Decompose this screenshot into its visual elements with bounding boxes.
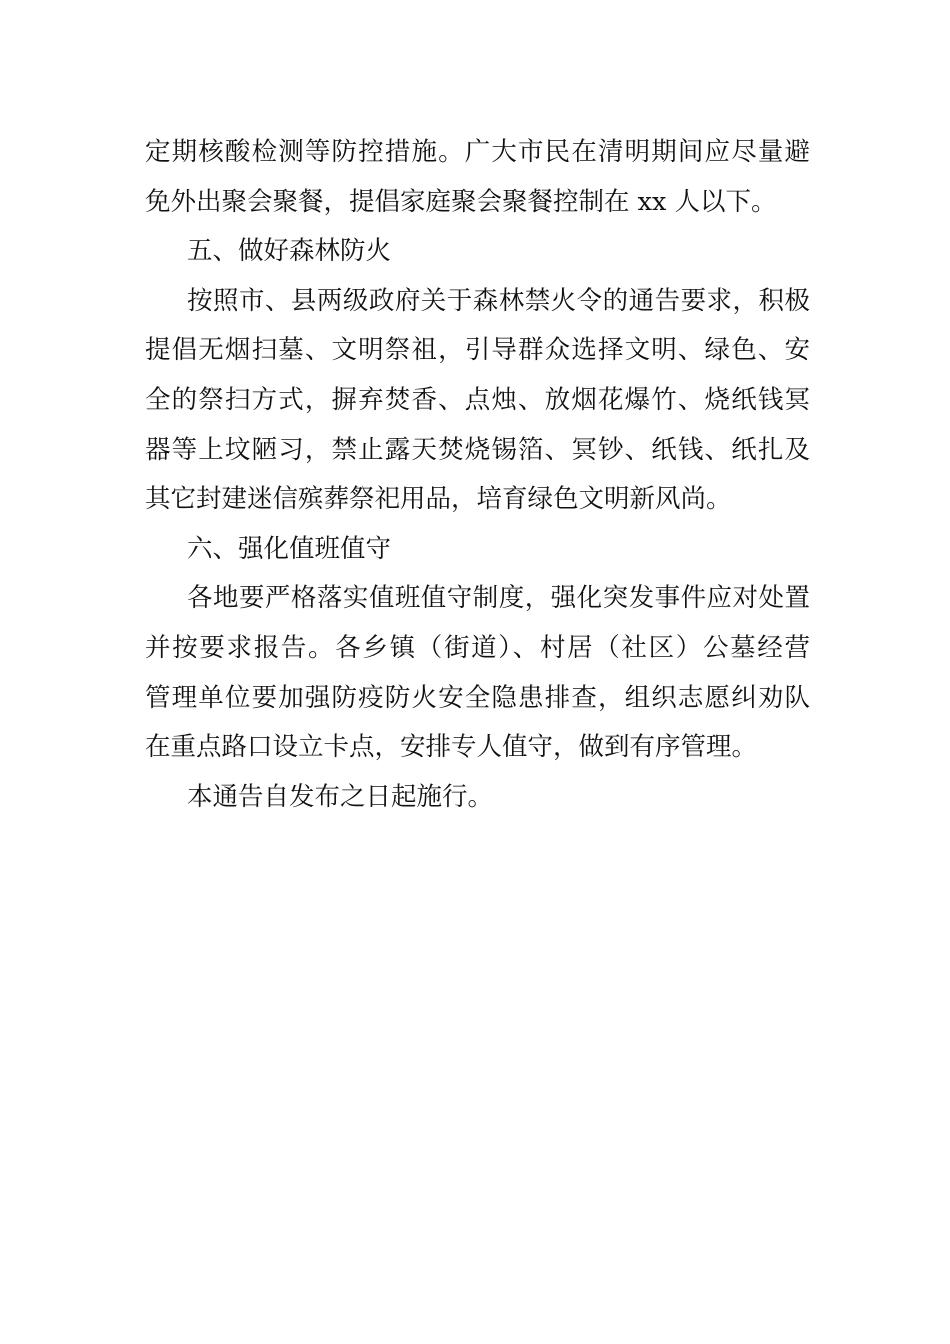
- paragraph-line: 各地要严格落实值班值守制度，强化突发事件应对处置: [187, 583, 810, 614]
- paragraph-line: 管理单位要加强防疫防火安全隐患排查，组织志愿纠劝队: [145, 682, 810, 713]
- paragraph-line: 定期核酸检测等防控措施。广大市民在清明期间应尽量避: [145, 137, 810, 167]
- paragraph-line: 并按要求报告。各乡镇（街道）、村居（社区）公墓经营: [145, 632, 810, 663]
- section-heading-duty: 六、强化值班值守: [187, 533, 392, 564]
- paragraph-line: 其它封建迷信殡葬祭祀用品，培育绿色文明新风尚。: [145, 484, 732, 515]
- section-heading-forest-fire: 五、做好森林防火: [187, 236, 392, 267]
- paragraph-line: 按照市、县两级政府关于森林禁火令的通告要求，积极: [187, 285, 810, 316]
- paragraph-duty: [145, 574, 810, 772]
- closing-statement: 本通告自发布之日起施行。: [187, 781, 494, 812]
- paragraph-intro: [145, 128, 810, 227]
- paragraph-line: 在重点路口设立卡点，安排专人值守，做到有序管理。: [145, 732, 758, 763]
- paragraph-line: 全的祭扫方式，摒弃焚香、点烛、放烟花爆竹、烧纸钱冥: [145, 384, 810, 415]
- paragraph-forest-fire: [145, 277, 810, 525]
- document-body: [145, 128, 810, 822]
- paragraph-line: 提倡无烟扫墓、文明祭祖，引导群众选择文明、绿色、安: [145, 335, 810, 366]
- paragraph-line: 免外出聚会聚餐，提倡家庭聚会聚餐控制在 xx 人以下。: [145, 186, 777, 217]
- paragraph-line: 器等上坟陋习，禁止露天焚烧锡箔、冥钞、纸钱、纸扎及: [145, 434, 810, 465]
